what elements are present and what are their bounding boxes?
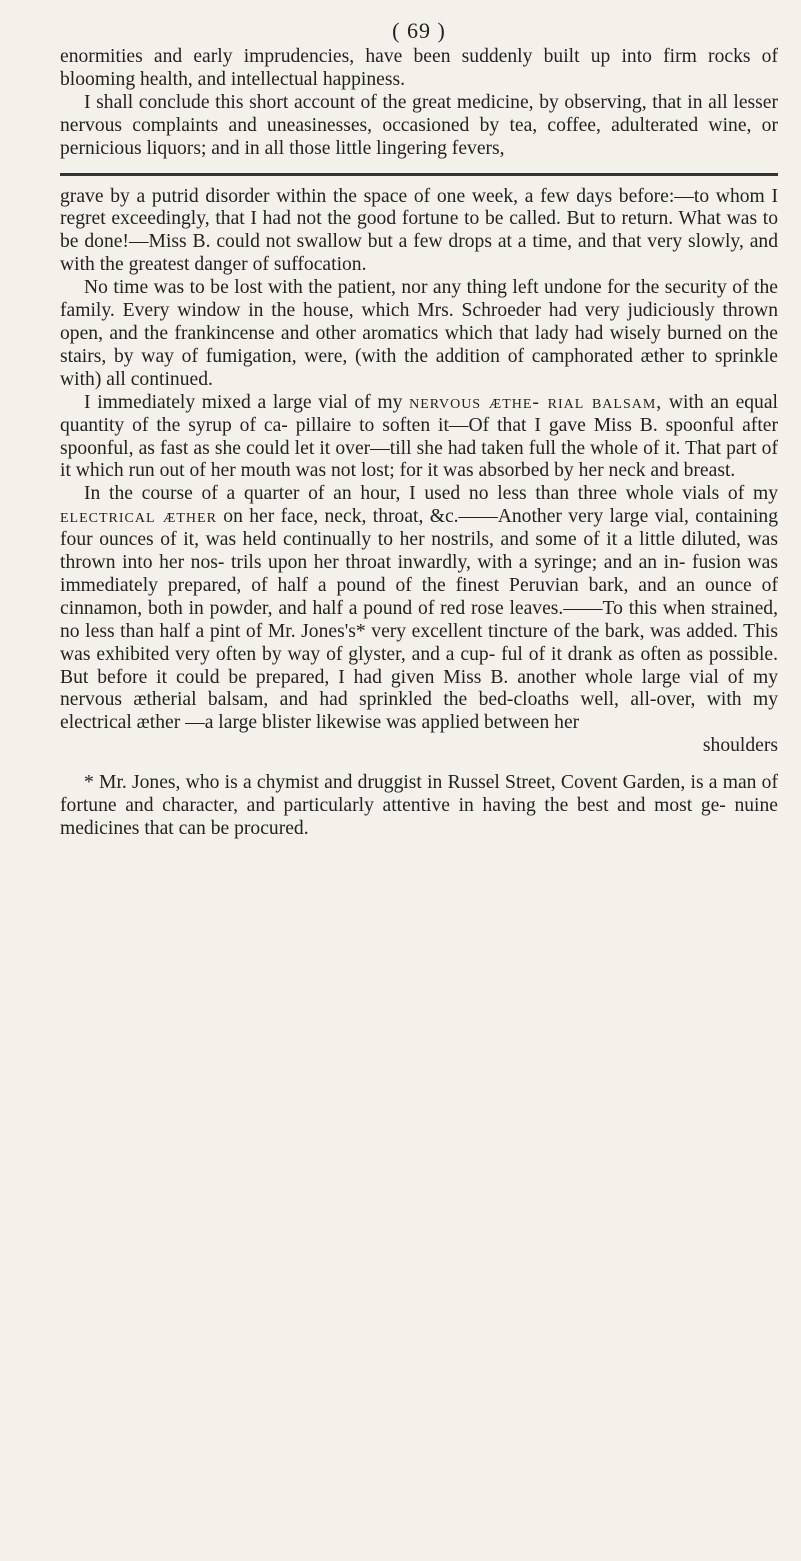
text-run: I immediately mixed a large vial of my xyxy=(84,391,403,413)
paragraph-no-time-lost: No time was to be lost with the patient, nor any thing left undone for the security of the family. Every window in the house, which Mrs. Schroeder had very judiciously thrown open, and the frankincense and other aromatics which that lady had wisely burned on the stairs, by way of fumigation, were, (with the addition of camphorated æther to sprinkle with) all continued. xyxy=(60,277,778,390)
document-page xyxy=(60,18,778,841)
top-paragraph-continued: enormities and early imprudencies, have been suddenly built up into firm rocks of blooming health, and intellectual happiness. xyxy=(60,46,778,90)
footnote-text: * Mr. Jones, who is a chymist and druggist in Russel Street, Covent Garden, is a man of fortune and character, and particularly attentive in having the best and most ge- nuine medicines that can be procured. xyxy=(60,772,778,839)
catchword: shoulders xyxy=(702,735,778,757)
text-run: with an equal quantity of the syrup of ca- pillaire to soften it—Of that I gave Miss B. spoonful after spoonful, as fast as she could let it over—till she had taken full the whole of it. That part of it which run out of her mouth was not lost; for it was absorbed by her neck and breast. xyxy=(60,391,778,482)
paragraph-mixed-vial xyxy=(60,392,778,484)
text-run: In the course of a quarter of an hour, I used no less than three whole vials of my xyxy=(84,483,778,505)
paragraph-quarter-hour xyxy=(60,483,778,735)
paragraph-patient-grave: grave by a putrid disorder within the space of one week, a few days before:—to whom I regret exceedingly, that I had not the good fortune to be called. But to return. What was to be done!—Miss B. could not swallow but a few drops at a time, and that very slowly, and with the greatest danger of suffocation. xyxy=(60,185,778,276)
text-run: on her face, neck, throat, &c.——Another very large vial, containing four ounces of it, was held continually to her nostrils, and some of it a little diluted, was thrown into her nos- trils upon her throat inwardly, with a syringe; and an in- fusion was immediately prepared, of half a pound of the finest Peruvian bark, and an ounce of cinnamon, both in powder, and half a pound of red rose leaves.——To this when strained, no less than half a pint of Mr. Jones's* very excellent tincture of the bark, was added. This was exhibited very often by way of glyster, and a cup- ful of it drank as often as possible. But before it could be prepared, I had given Miss B. another whole large vial of my nervous ætherial balsam, and had sprinkled the bed-cloaths well, all-over, with my electrical æther —a large blister likewise was applied between her xyxy=(60,506,779,734)
pasted-slip-divider xyxy=(60,173,778,176)
top-paragraph-conclusion: I shall conclude this short account of the great medicine, by observing, that in all lesser nervous complaints and uneasinesses, occasioned by tea, coffee, adulterated wine, or pernicious liquors; and in all those little lingering fevers, xyxy=(60,91,778,159)
footnote xyxy=(60,772,778,841)
small-caps-remedy-name: electrical æther xyxy=(60,506,217,528)
page-number: ( 69 ) xyxy=(392,18,446,43)
small-caps-remedy-name: nervous æthe- rial balsam, xyxy=(409,391,663,413)
